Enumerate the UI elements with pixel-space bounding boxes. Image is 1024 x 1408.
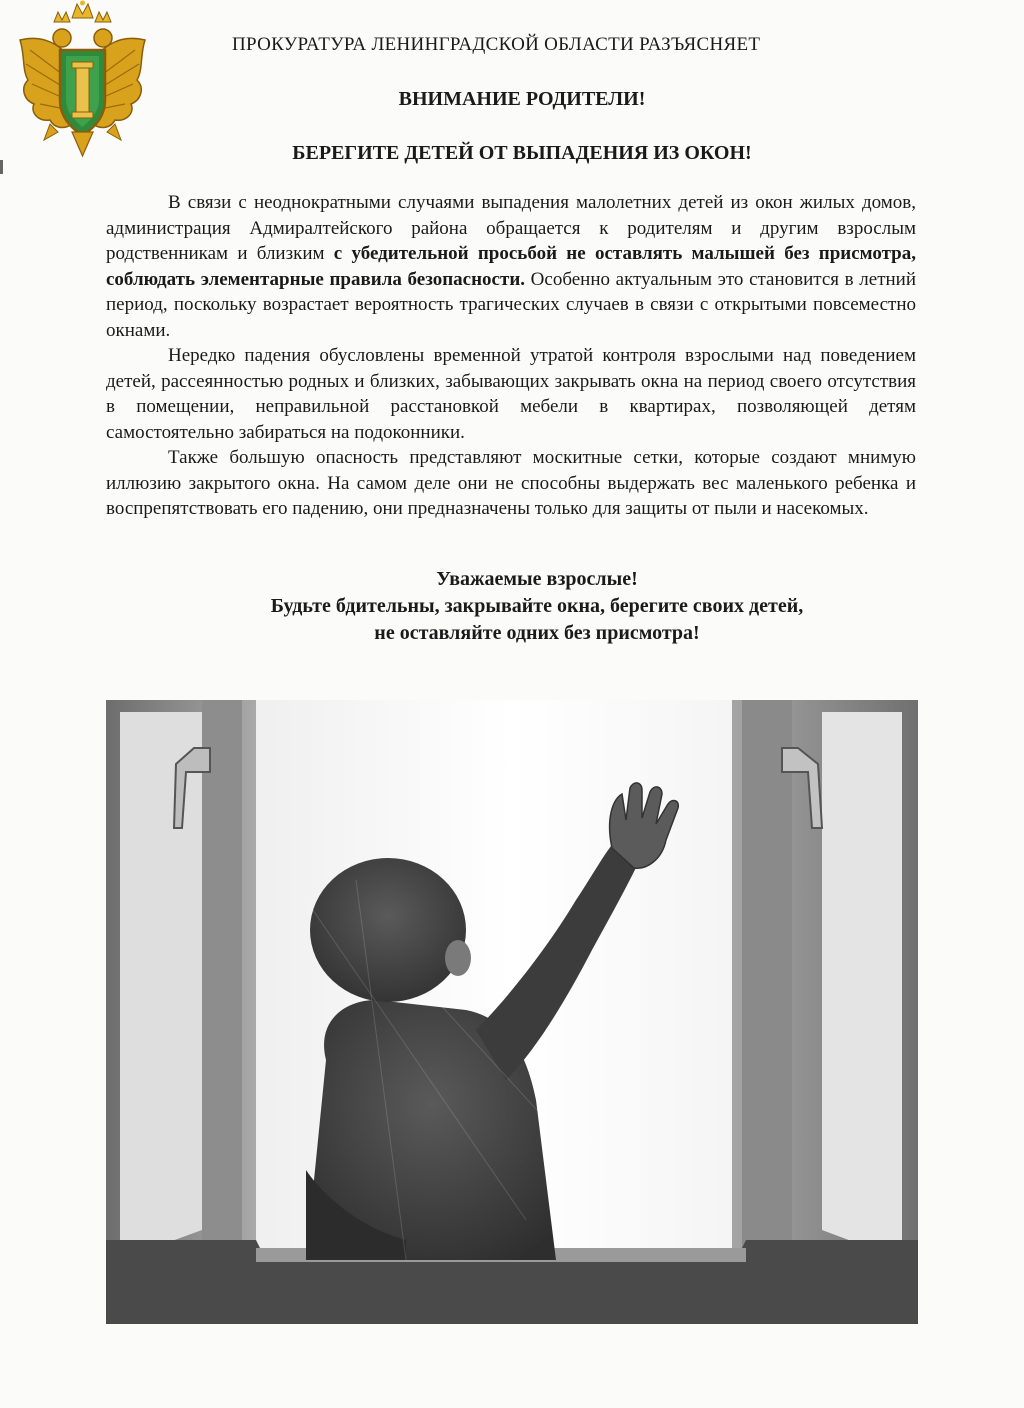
attention-title: ВНИМАНИЕ РОДИТЕЛИ! <box>398 88 646 110</box>
paragraph-1-bold: с убедительной просьбой не оставлять малышей без присмотра, соблюдать элементарные правила безопасности. <box>106 243 916 290</box>
appeal-line-2: Будьте бдительны, закрывайте окна, берегите своих детей, <box>270 595 804 617</box>
paragraph-1 <box>106 190 916 343</box>
appeal-block <box>0 566 1024 647</box>
appeal-line-3: не оставляйте одних без присмотра! <box>374 622 700 644</box>
main-title: БЕРЕГИТЕ ДЕТЕЙ ОТ ВЫПАДЕНИЯ ИЗ ОКОН! <box>292 142 752 164</box>
child-at-window-photo <box>106 700 918 1324</box>
paragraph-3: Также большую опасность представляют москитные сетки, которые создают мнимую иллюзию закрытого окна. На самом деле они не способны выдержать вес маленького ребенка и воспрепятствовать его падению, они предназначены только для защиты от пыли и насекомых. <box>106 447 916 519</box>
paragraph-1-start: В связи с неоднократными случаями выпадения малолетних детей из окон жилых домов, администрация Адмиралтейского района обращается к родителям и другим взрослым родственникам и близким <box>106 192 916 264</box>
body-text <box>106 190 916 522</box>
prosecutor-emblem-icon <box>10 0 155 158</box>
paragraph-1-end: Особенно актуальным это становится в летний период, поскольку возрастает вероятность трагических случаев в связи с открытыми повсеместно окнами. <box>106 268 916 341</box>
appeal-line-1: Уважаемые взрослые! <box>436 568 638 590</box>
organization-header: ПРОКУРАТУРА ЛЕНИНГРАДСКОЙ ОБЛАСТИ РАЗЪЯСНЯЕТ <box>232 34 761 55</box>
paragraph-2: Нередко падения обусловлены временной утратой контроля взрослыми над поведением детей, рассеянностью родных и близких, забывающих закрывать окна на период своего отсутствия в помещении, неправильной расстановкой мебели в квартирах, позволяющей детям самостоятельно забираться на подоконники. <box>106 345 916 443</box>
